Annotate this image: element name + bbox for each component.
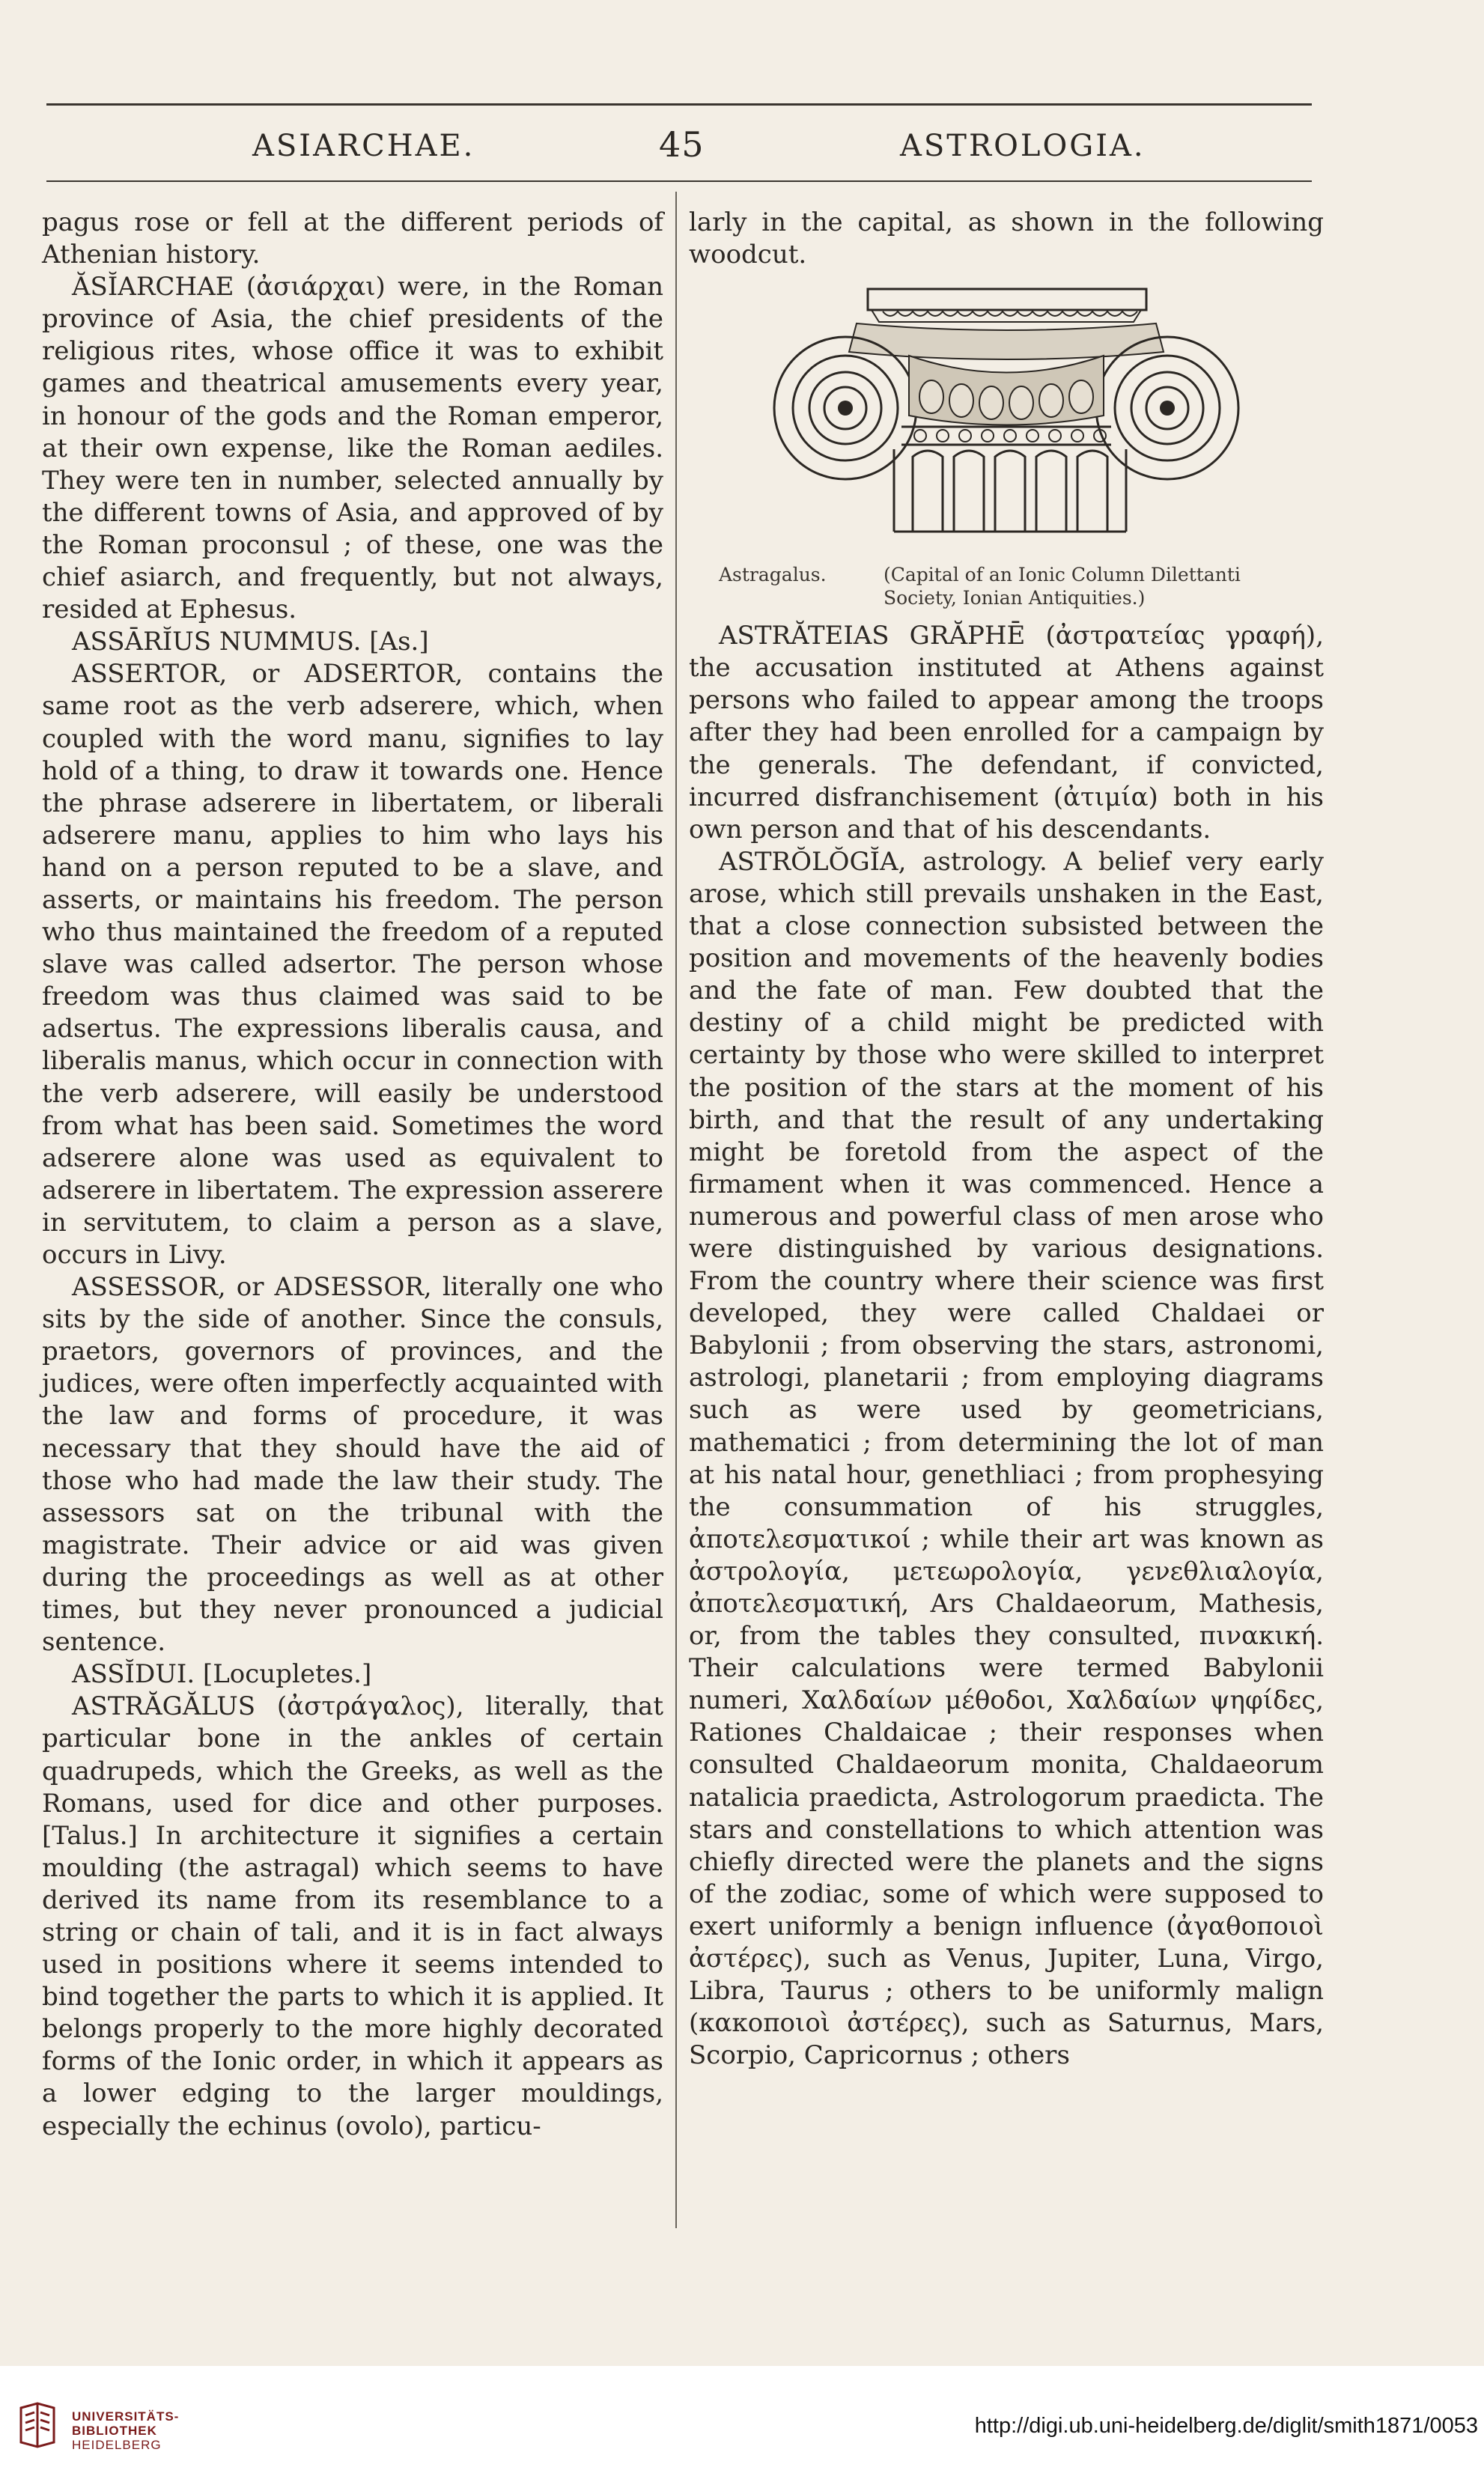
library-name-line3: HEIDELBERG (72, 2438, 162, 2452)
entry-asiarchae: ĂSĬARCHAE (ἀσιάρχαι) were, in the Roman province of Asia, the chief presidents of the religious rites, whose office it was to exhibit games and theatrical amusements every year, in honour of the gods and the Roman emperor, at their own expense, like the Roman aediles. They were ten in number, selected annually by the different towns of Asia, and approved of by the Roman proconsul ; of these, one was the chief asiarch, and frequently, but not always, resided at Ephesus. (42, 272, 663, 625)
left-column (42, 207, 663, 2143)
ionic-capital-woodcut-icon (744, 285, 1268, 562)
entry-assessor: ASSESSOR, or ADSESSOR, literally one who sits by the side of another. Since the consuls, praetors, governors of provinces, and the judices, were often imperfectly acquainted with the law and forms of procedure, it was necessary that they should have the aid of those who had made the law their study. The assessors sat on the tribunal with the magistrate. Their advice or aid was given during the proceedings as well as at other times, but they never pronounced a judicial sentence. (42, 1272, 663, 1658)
header-rule-top (46, 103, 1312, 106)
entry-assertor: ASSERTOR, or ADSERTOR, contains the same root as the verb adserere, which, when coupled with the word manu, signifies to lay hold of a thing, to draw it towards one. Hence the phrase adserere in libertatem, or liberali adserere manu, applies to him who lays his hand on a person reputed to be a slave, and asserts, or maintains his freedom. The person who thus maintained the freedom of a reputed slave was called adsertor. The person whose freedom was thus claimed was said to be adsertus. The expressions liberalis causa, and liberalis manus, which occur in connection with the verb adserere, will easily be understood from what has been said. Sometimes the word adserere alone was used as equivalent to adserere in libertatem. The expression asserere in servitutem, to claim a person as a slave, occurs in Livy. (42, 659, 663, 1270)
running-head (46, 124, 1312, 171)
running-head-left: ASIARCHAE. (252, 129, 475, 163)
library-name-line1: UNIVERSITÄTS- (72, 2409, 180, 2424)
header-rule-bottom (46, 180, 1312, 182)
figure-caption-text: (Capital of an Ionic Column Dilettanti Society, Ionian Antiquities.) (884, 564, 1241, 609)
figure-caption (689, 563, 1324, 609)
library-name-line2: BIBLIOTHEK (72, 2424, 157, 2438)
ionic-capital-figure (689, 285, 1324, 609)
right-column (689, 207, 1324, 2072)
entry-astrologia: ASTRŎLŎGĬA, astrology. A belief very early arose, which still prevails unshaken in the East, that a close connection subsisted between the position and movements of the heavenly bodies and the fate of man. Few doubted that the destiny of a child might be predicted with certainty by those who were skilled to interpret the position of the stars at the moment of his birth, and that the result of any undertaking might be foretold from the aspect of the firmament when it was commenced. Hence a numerous and powerful class of men arose who were distinguished by various designations. From the country where their science was first developed, they were called Chaldaei or Babylonii ; from observing the stars, astronomi, astrologi, planetarii ; from employing diagrams such as were used by geometricians, mathematici ; from determining the lot of man at his natal hour, genethliaci ; from prophesying the consummation of his struggles, ἀποτελεσματικοί ; while their art was known as ἀστρολογία, μετεωρολογία, γενεθλιαλογία, ἀποτελεσματική, Ars Chaldaeorum, Mathesis, or, from the tables they consulted, πινακική. Their calculations were termed Babylonii numeri, Χαλδαίων μέθοδοι, Χαλδαίων ψηφίδες, Rationes Chaldaicae ; their responses when consulted Chaldaeorum monita, Chaldaeorum natalicia praedicta, Astrologorum praedicta. The stars and constellations to which attention was chiefly directed were the planets and the signs of the zodiac, some of which were supposed to exert uniformly a benign influence (ἀγαθοποιοὶ ἀστέρες), such as Venus, Jupiter, Luna, Virgo, Libra, Taurus ; others to be uniformly malign (κακοποιοὶ ἀστέρες), such as Saturnus, Mars, Scorpio, Capricornus ; others (689, 846, 1324, 2071)
footer-bar (0, 2366, 1484, 2473)
source-url-link[interactable]: http://digi.ub.uni-heidelberg.de/diglit/smith1871/0053 (974, 2414, 1478, 2438)
paragraph: pagus rose or fell at the different periods of Athenian history. (42, 207, 663, 270)
entry-assidui: ASSĬDUI. [Locupletes.] (72, 1659, 372, 1690)
library-book-logo-icon (16, 2402, 58, 2448)
library-name (72, 2409, 179, 2452)
entry-astrateias-graphe: ASTRĂTEIAS GRĂPHĒ (ἀστρατείας γραφή), the accusation instituted at Athens against persons who failed to appear among the troops after they had been enrolled for a campaign by the generals. The defendant, if convicted, incurred disfranchisement (ἀτιμία) both in his own person and that of his descendants. (689, 621, 1324, 845)
page-number: 45 (659, 124, 705, 165)
column-divider (675, 192, 677, 2228)
entry-astragalus: ASTRĂGĂLUS (ἀστράγαλος), literally, that particular bone in the ankles of certain quadrupeds, which the Greeks, as well as the Romans, used for dice and other purposes. [Talus.] In architecture it signifies a certain moulding (the astragal) which seems to have derived its name from its resemblance to a string or chain of tali, and it is in fact always used in positions where it seems intended to bind together the parts to which it is applied. It belongs properly to the more highly decorated forms of the Ionic order, in which it appears as a lower edging to the larger mouldings, especially the echinus (ovolo), particu- (42, 1691, 663, 2141)
running-head-right: ASTROLOGIA. (900, 129, 1146, 163)
paragraph: larly in the capital, as shown in the following woodcut. (689, 207, 1324, 270)
entry-assarius-nummus: ASSĀRĬUS NUMMUS. [As.] (72, 627, 429, 657)
figure-label: Astragalus. (719, 564, 827, 586)
